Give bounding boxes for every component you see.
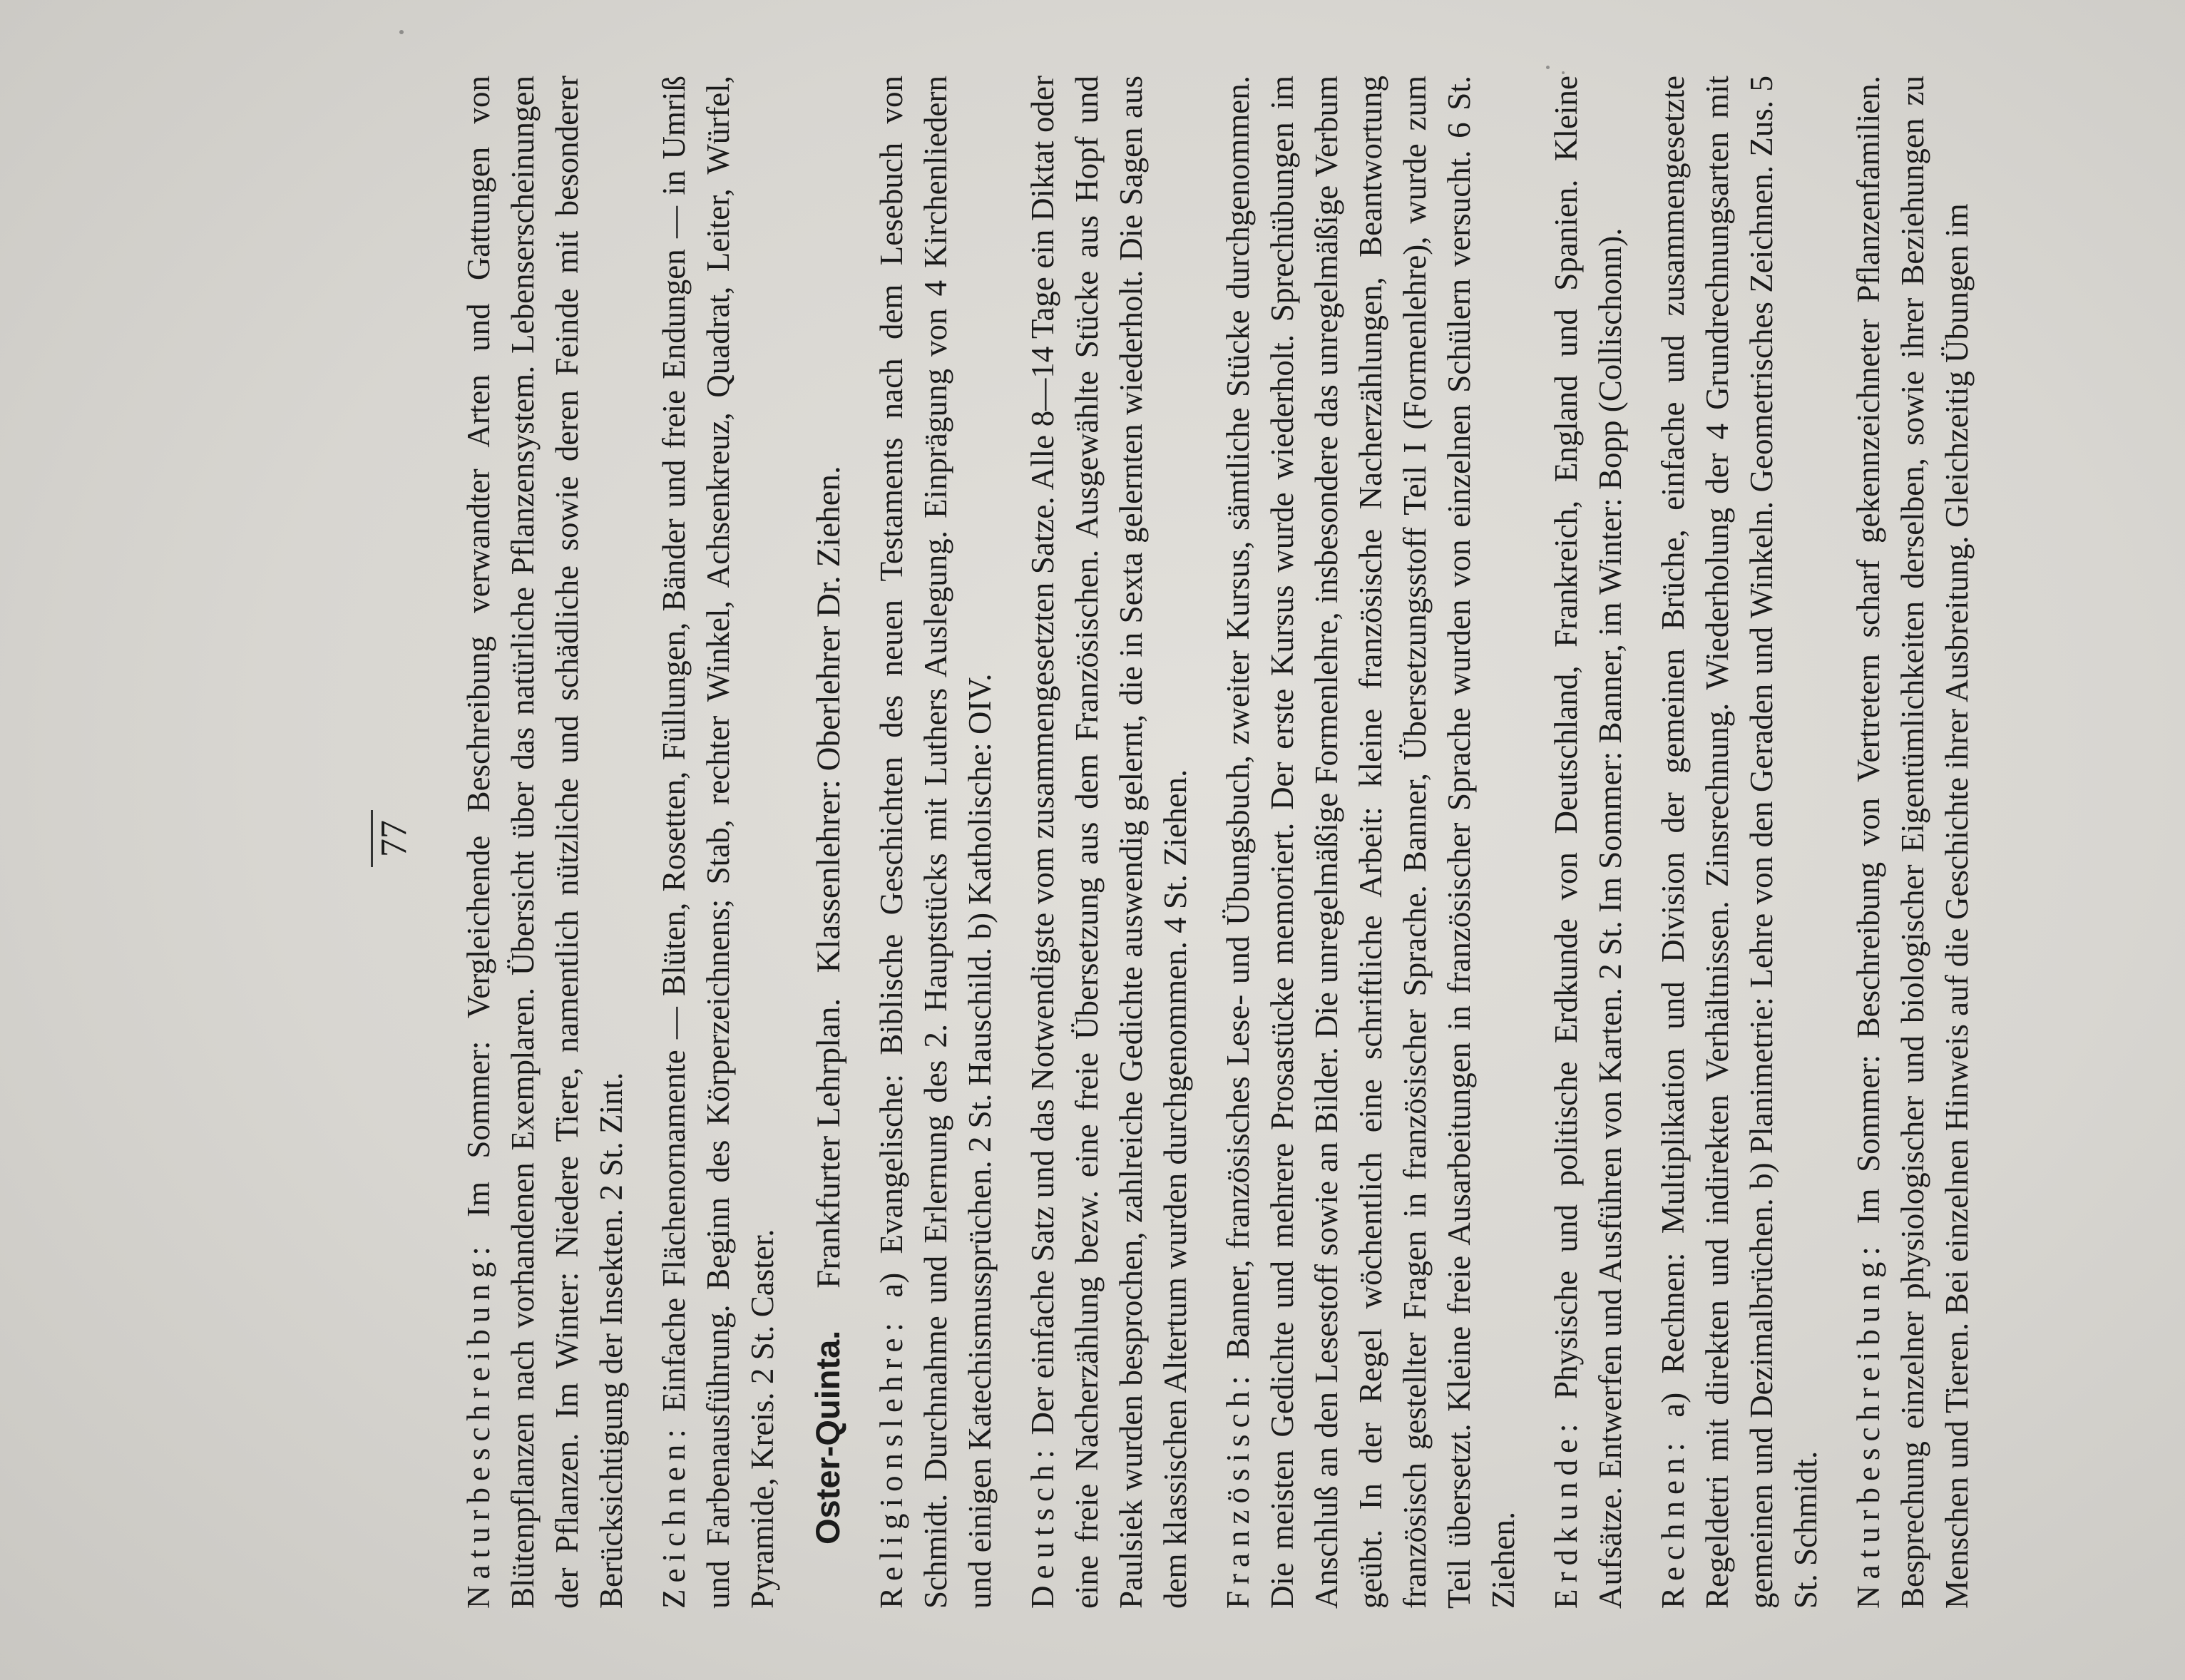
- subject-label: Erdkunde:: [1548, 1417, 1584, 1609]
- paragraph-naturbeschreibung: [456, 76, 633, 1609]
- paragraph-deutsch: [1020, 76, 1197, 1609]
- paragraph-text: Physische und politische Erdkunde von Deutschland, Frankreich, England und Spanien. Kleine Aufsätze. Entwerfen und Ausführen von Karten. 2 St. Im Sommer: Banner, im Winter: Bopp (Collischonn).: [1548, 76, 1628, 1609]
- subject-label: Naturbeschreibung:: [1851, 1240, 1886, 1609]
- paragraph-text: Im Sommer: Vergleichende Beschreibung verwandter Arten und Gattungen von Blütenpflanzen nach vorhandenen Exemplaren. Übersicht über das natürliche Pflanzensystem. Lebenserscheinungen der Pflanzen. Im Winter: Niedere Tiere, namentlich nützliche und schädliche sowie deren Feinde mit besonderer Berücksichtigung der Insekten. 2 St. Zint.: [461, 76, 629, 1609]
- subject-label: Französisch:: [1220, 1369, 1256, 1609]
- section-subtitle: Frankfurter Lehrplan. Klassenlehrer: Oberlehrer Dr. Ziehen.: [810, 466, 847, 1289]
- section-title: Oster-Quinta.: [809, 1330, 846, 1545]
- page-number: 77: [371, 54, 415, 1623]
- paragraph-text: a) Rechnen: Multiplikation und Division der gemeinen Brüche, einfache und zusammengesetzte Regeldetri mit direkten und indirekten Verhältnissen. Zinsrechnung. Wiederholung der 4 Grundrechnungsarten mit gemeinen und Dezimalbrüchen. b) Planimetrie: Lehre von den Geraden und Winkeln. Geometrisches Zeichnen. Zus. 5 St. Schmidt.: [1655, 76, 1823, 1609]
- subject-label: Naturbeschreibung:: [461, 1240, 496, 1609]
- page-body: [456, 76, 1997, 1609]
- section-heading: [806, 76, 851, 1545]
- paragraph-franzoesisch: [1216, 76, 1525, 1609]
- paragraph-text: Der einfache Satz und das Notwendigste vom zusammengesetzten Satze. Alle 8—14 Tage ein Diktat oder eine freie Nacherzählung bezw. eine freie Übersetzung aus dem Französischen. Ausgewählte Stücke aus Hopf und Paulsiek wurden besprochen, zahlreiche Gedichte auswendig gelernt, die in Sexta gelernten wiederholt. Die Sagen aus dem klassischen Altertum wurden durchgenommen. 4 St. Ziehen.: [1025, 76, 1193, 1609]
- paragraph-text: Banner, französisches Lese- und Übungsbuch, zweiter Kursus, sämtliche Stücke durchgenommen. Die meisten Gedichte und mehrere Prosastücke memoriert. Der erste Kursus wurde wiederholt. Sprechübungen im Anschluß an den Lesestoff sowie an Bilder. Die unregelmäßige Formenlehre, insbesondere das unregelmäßige Verbum geübt. In der Regel wöchentlich eine schriftliche Arbeit: kleine französische Nacherzählungen, Beantwortung französisch gestellter Fragen in französischer Sprache. Banner, Übersetzungsstoff Teil I (Formenlehre), wurde zum Teil übersetzt. Kleine freie Ausarbeitungen in französischer Sprache wurden von einzelnen Schülern versucht. 6 St. Ziehen.: [1220, 76, 1521, 1609]
- subject-label: Religionslehre:: [874, 1316, 909, 1609]
- subject-label: Deutsch:: [1025, 1443, 1060, 1609]
- paragraph-text: a) Evangelische: Biblische Geschichten des neuen Testaments nach dem Lesebuch von Schmidt. Durchnahme und Erlernung des 2. Hauptstücks mit Luthers Auslegung. Einprägung von 4 Kirchenliedern und einigen Katechismussprüchen. 2 St. Hauschild. b) Katholische: OIV.: [874, 76, 998, 1609]
- rotated-page-content: [371, 54, 1975, 1623]
- subject-label: Zeichnen:: [656, 1423, 692, 1609]
- paragraph-naturbeschreibung-2: [1846, 76, 1979, 1609]
- paragraph-erdkunde: [1544, 76, 1632, 1609]
- subject-label: Rechnen:: [1655, 1436, 1691, 1609]
- paragraph-rechnen: [1651, 76, 1828, 1609]
- paragraph-text: Einfache Flächenornamente — Blüten, Rosetten, Füllungen, Bänder und freie Endungen — in Umriß und Farbenausführung. Beginn des Körperzeichnens; Stab, rechter Winkel, Achsenkreuz, Quadrat, Leiter, Würfel, Pyramide, Kreis. 2 St. Caster.: [656, 76, 780, 1609]
- paragraph-text: Im Sommer: Beschreibung von Vertretern scharf gekennzeichneter Pflanzenfamilien. Besprechung einzelner physiologischer und biologischer Eigentümlichkeiten derselben, sowie ihrer Beziehungen zu Menschen und Tieren. Bei einzelnen Hinweis auf die Geschichte ihrer Ausbreitung. Gleichzeitig Übungen im: [1851, 76, 1975, 1609]
- paragraph-religionslehre: [869, 76, 1002, 1609]
- dust-speck: [399, 30, 404, 34]
- paragraph-zeichnen: [652, 76, 784, 1609]
